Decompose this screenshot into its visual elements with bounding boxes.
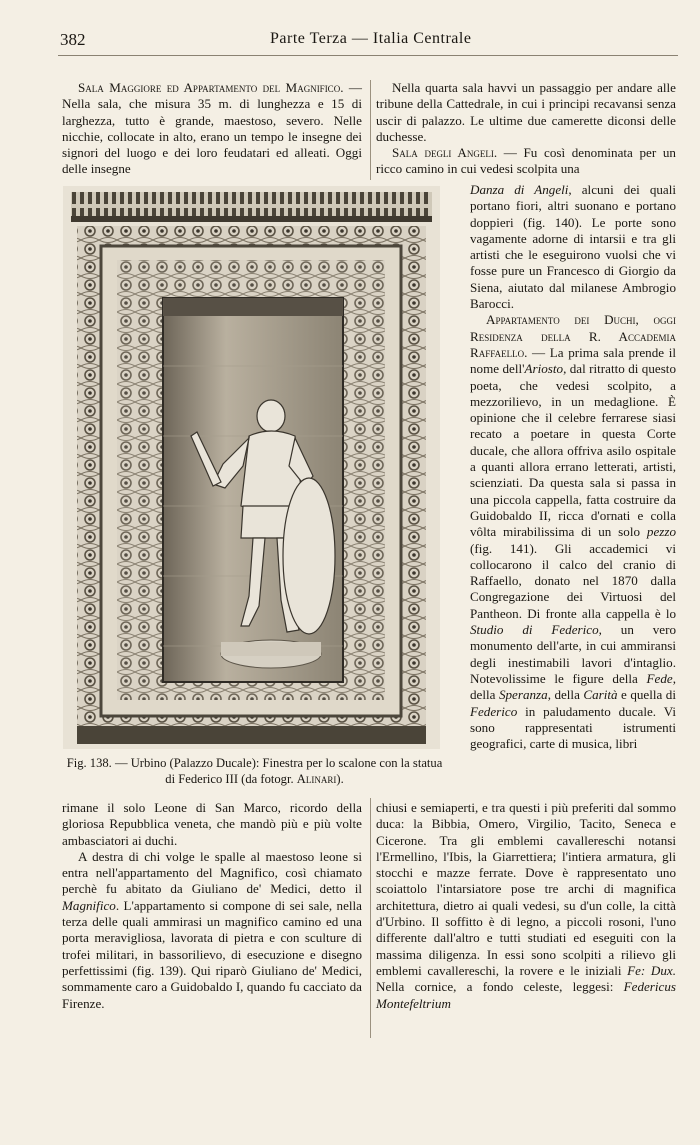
text-fragment: , della <box>547 687 580 703</box>
text-fragment: chiusi e semiaperti, e tra questi i più preferiti dal sommo duca: la Bibbia, Omero, Virgilio, Tacito, Seneca e Cicerone. Tra gli emblemi cavallereschi notansi l'Ermellino, l'Ibis, la Giarrettiera; l'intiera armatura, gli stocchi e mazze ferrate. Dove è rappresentato uno scoiattolo l'intarsiatore pose tre archi di magnifica architettura, dietro ai quali vedesi, su d'un colle, la città d'Urbino. Il soffitto è di legno, a piccoli rosoni, l'uno differente dall'altro e tutti studiati ed eseguiti con la massima diligenza. In essi sono scolpiti a rilievo gli emblemi cavallereschi, la rovere e le iniziali <box>376 800 676 978</box>
right-top-text <box>376 80 676 178</box>
section-heading-appartamento-duchi: Appartamento dei Duchi, oggi Residenza della R. Accademia Raffaello. <box>470 312 676 360</box>
text-fragment: A destra di chi volge le spalle al maestoso leone si entra nell'appartamento del Magnifico, così chiamato perchè fu abitato da Giuliano de' Medici, detto il <box>62 848 362 897</box>
window-statue-illustration <box>63 186 440 749</box>
carita-italic: Carità <box>583 687 618 703</box>
column-divider-bottom <box>370 798 371 1038</box>
text-fragment: (fig. 141). Gli accademici vi collocarono il calco del cranio di Raffaello, donato nel 1870 dalla Congregazione dei Virtuosi del Pantheon. Di fronte alla cappella è lo <box>470 540 676 621</box>
text-fragment: , della <box>470 670 676 703</box>
right-bottom-text <box>376 800 676 1012</box>
section-heading-sala-maggiore: Sala Maggiore ed Appartamento del Magnifico. <box>78 80 344 95</box>
angeli-text: , alcuni dei quali portano fiori, altri suonano e portano doppieri (fig. 140). Le porte sono vagamente adorne di intarsii e tra gli artisti che le eseguirono vuolsi che vi fosse pure un Francesco di Giorgio da Siena, aiutato dal milanese Ambrogio Barocci. <box>470 182 677 312</box>
text-fragment: , dal ritratto di questo poeta, che vedesi scolpito, a mezzorilievo, in un medaglione. È opinione che il celebre ferrarese siasi recato a poetare in questa Corte ducale, che allora offriva asilo ospitale a quanti allora errano letterati, artisti, scienziati. Da questa sala si passa in una piccola cappella, fatta costruire da Guidobaldo II, ricca d'ornati e colla vôlta mirabilissima di un solo <box>470 361 676 540</box>
speranza-italic: Speranza <box>498 687 548 703</box>
studio-federico-italic: Studio di Federico <box>470 622 599 638</box>
fede-italic: Fede <box>646 670 673 686</box>
text-fragment: . L'appartamento si compone di sei sale, nella terza delle quali ammirasi un magnifico camino ed una porta meravigliosa, lavorata di pietra e con sculture di trofei militari, in bassorilievo, di esecuzione e disegno perfettissimi (fig. 139). Qui riparò Giuliano de' Medici, sommamente caro a Guidobaldo I, quando fu cacciato da Firenze. <box>62 897 362 1011</box>
pezzo-italic: pezzo <box>646 524 676 540</box>
right-column-text <box>470 182 676 752</box>
left-bottom-text <box>62 800 362 1012</box>
page-number: 382 <box>60 30 86 49</box>
danza-angeli: Danza di Angeli <box>470 182 569 197</box>
fe-dux-italic: Fe: Dux. <box>627 962 676 978</box>
inscription-italic: Federicus Montefeltrium <box>376 979 676 1011</box>
left-top-text <box>62 80 362 178</box>
magnifico-italic: Magnifico <box>62 897 116 913</box>
header-rule <box>58 55 678 56</box>
section-heading-sala-angeli: Sala degli Angeli. <box>392 145 498 161</box>
caption-text: Fig. 138. — Urbino (Palazzo Ducale): Finestra per lo scalone con la statua di Federico III (da fotogr. <box>66 756 443 786</box>
figure-caption <box>62 755 447 787</box>
text-fragment: — La prima sala prende il nome dell' <box>470 344 676 377</box>
running-title: Parte Terza — Italia Centrale <box>270 30 472 47</box>
sala-angeli-text: — Fu così denominata per un ricco camino in cui vedesi scolpita una <box>376 145 676 177</box>
federico-italic: Federico <box>470 703 518 719</box>
ariosto-italic: Ariosto <box>524 361 564 377</box>
paragraph-quarta-sala: Nella quarta sala havvi un passaggio per andare alle tribune della Cattedrale, in cui i principi recavansi senza uscir di palazzo. Le ultime due camerette diconsi delle duchesse. <box>376 80 676 144</box>
paragraph-leone: rimane il solo Leone di San Marco, ricordo della gloriosa Repubblica veneta, che mandò più e più volte ambasciatori ai duchi. <box>62 800 362 848</box>
caption-credit: Alinari <box>296 772 337 786</box>
text-fragment: in paludamento ducale. Vi sono rappresentati istrumenti geografici, carte di musica, libri <box>470 703 676 752</box>
text-fragment: e quella di <box>617 687 676 703</box>
text-fragment: Nella cornice, a fondo celeste, leggesi: <box>376 979 614 995</box>
figure-window-statue <box>63 186 440 749</box>
column-divider-top <box>370 80 371 180</box>
left-top-body: — Nella sala, che misura 35 m. di lunghezza e 15 di larghezza, tutto è grande, maestoso, severo. Nelle nicchie, collocate in alto, erano un tempo le insegne dei signori del luogo e dei loro feudatari ed alleati. Oggi delle insegne <box>62 80 362 177</box>
text-fragment: , un vero monumento dell'arte, in cui ammiransi degli inestimabili lavori d'intaglio. Notevolissime le figure della <box>470 622 676 686</box>
caption-end: ). <box>336 772 344 786</box>
